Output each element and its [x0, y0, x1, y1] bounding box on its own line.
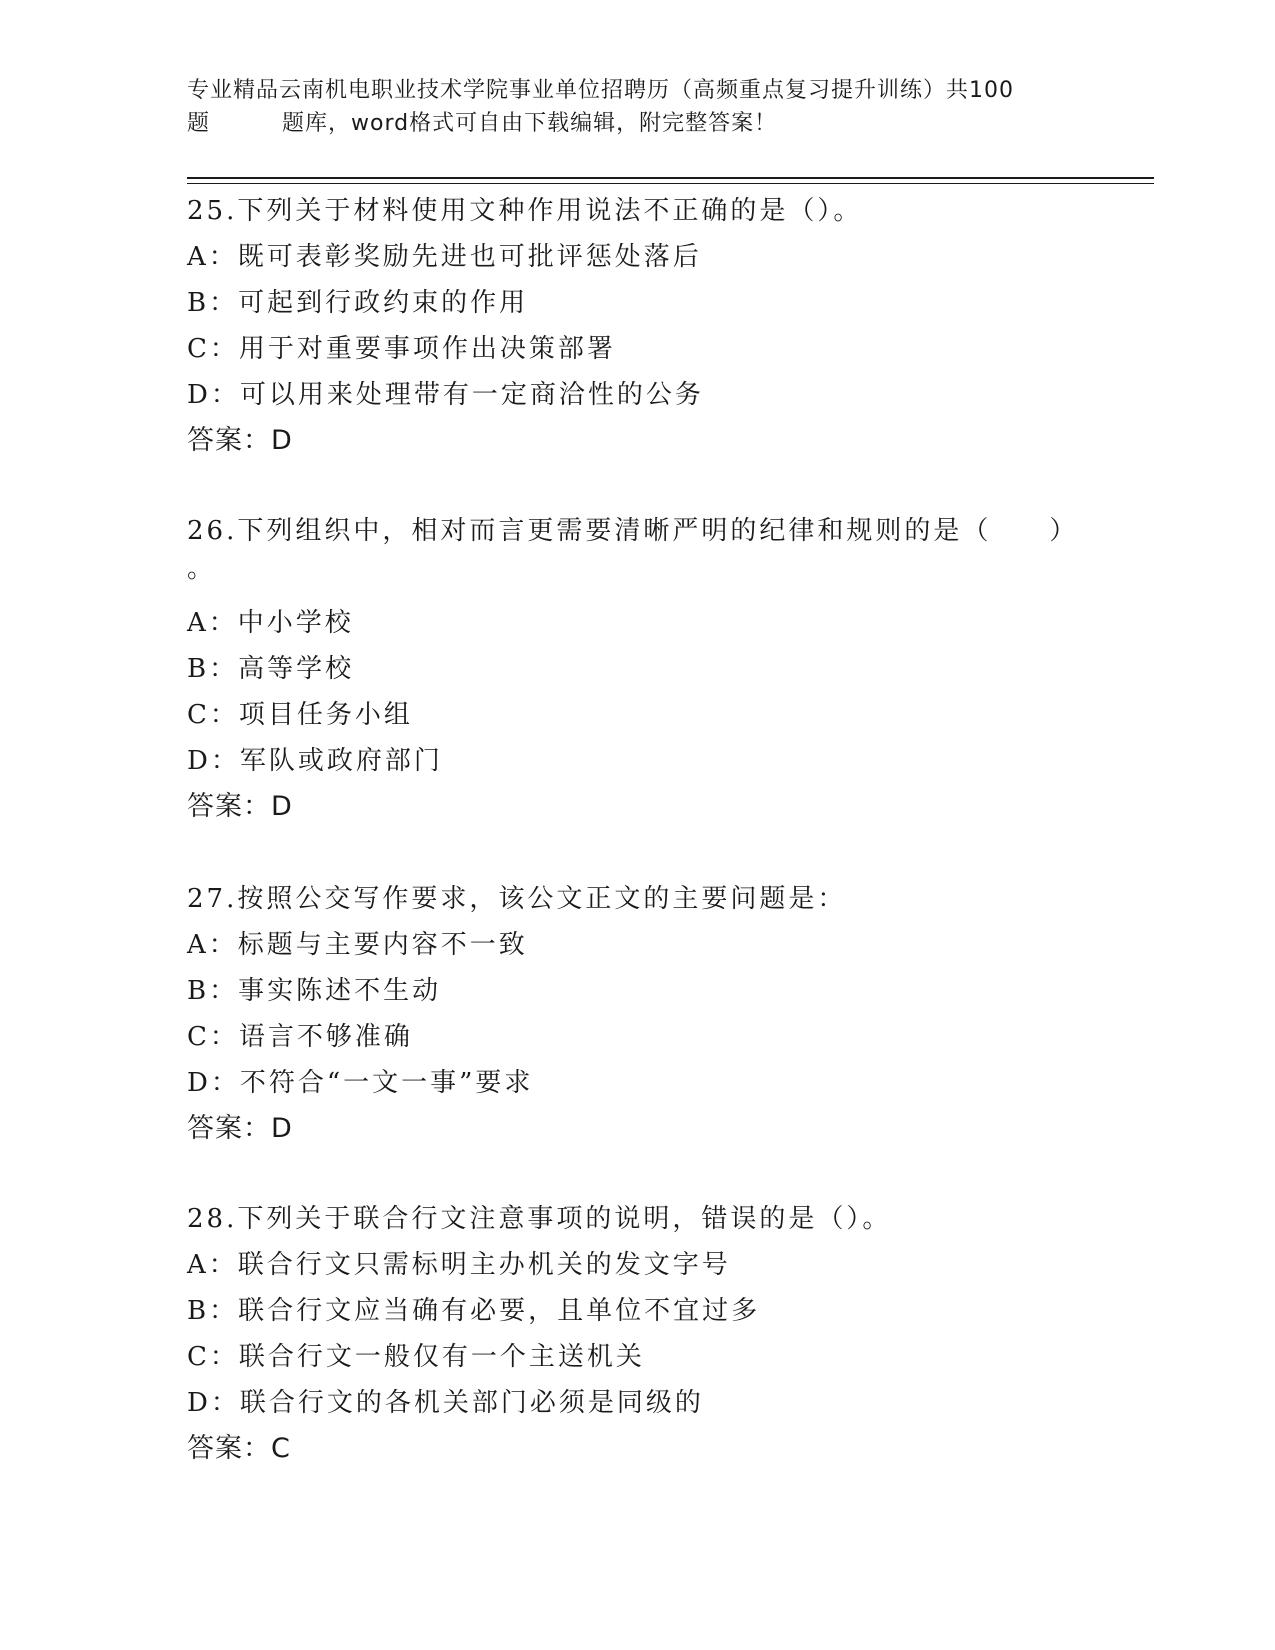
option-b: B：事实陈述不生动 [187, 976, 442, 1006]
option-c: C：项目任务小组 [187, 700, 413, 730]
option-b: B：联合行文应当确有必要，且单位不宜过多 [187, 1296, 761, 1326]
header-title-line: 专业精品云南机电职业技术学院事业单位招聘历（高频重点复习提升训练）共100 [187, 78, 1014, 103]
question-stem-continuation: 。 [187, 554, 217, 584]
option-d: D：不符合“一文一事”要求 [187, 1068, 534, 1098]
document-header [187, 74, 1087, 140]
question-stem: 28.下列关于联合行文注意事项的说明，错误的是（）。 [187, 1204, 892, 1234]
answer-label: 答案：D [187, 1113, 293, 1144]
option-b: B：高等学校 [187, 654, 355, 684]
answer-label: 答案：D [187, 791, 293, 822]
header-subtitle-line [187, 107, 1087, 140]
header-subtitle-end: 题库，word格式可自由下载编辑，附完整答案！ [282, 111, 778, 136]
option-b: B：可起到行政约束的作用 [187, 288, 529, 318]
option-d: D：军队或政府部门 [187, 746, 443, 776]
question-stem: 25.下列关于材料使用文种作用说法不正确的是（）。 [187, 196, 863, 226]
option-a: A：中小学校 [187, 608, 354, 638]
header-rule-thick [187, 177, 1154, 179]
question-stem: 27.按照公交写作要求，该公文正文的主要问题是： [187, 884, 847, 914]
option-a: A：标题与主要内容不一致 [187, 930, 528, 960]
option-a: A：联合行文只需标明主办机关的发文字号 [187, 1250, 731, 1280]
question-25 [187, 188, 1087, 464]
question-27 [187, 876, 1087, 1152]
question-28 [187, 1196, 1087, 1472]
header-rule-thin [187, 183, 1154, 184]
option-d: D：联合行文的各机关部门必须是同级的 [187, 1388, 704, 1418]
question-26 [187, 508, 1087, 830]
option-c: C：联合行文一般仅有一个主送机关 [187, 1342, 645, 1372]
answer-label: 答案：D [187, 425, 293, 456]
question-stem: 26.下列组织中，相对而言更需要清晰严明的纪律和规则的是（ ） [187, 516, 1079, 546]
option-c: C：语言不够准确 [187, 1022, 413, 1052]
option-d: D：可以用来处理带有一定商洽性的公务 [187, 380, 704, 410]
option-a: A：既可表彰奖励先进也可批评惩处落后 [187, 242, 702, 272]
option-c: C：用于对重要事项作出决策部署 [187, 334, 616, 364]
answer-label: 答案：C [187, 1433, 291, 1464]
header-subtitle-start: 题 [187, 111, 211, 136]
